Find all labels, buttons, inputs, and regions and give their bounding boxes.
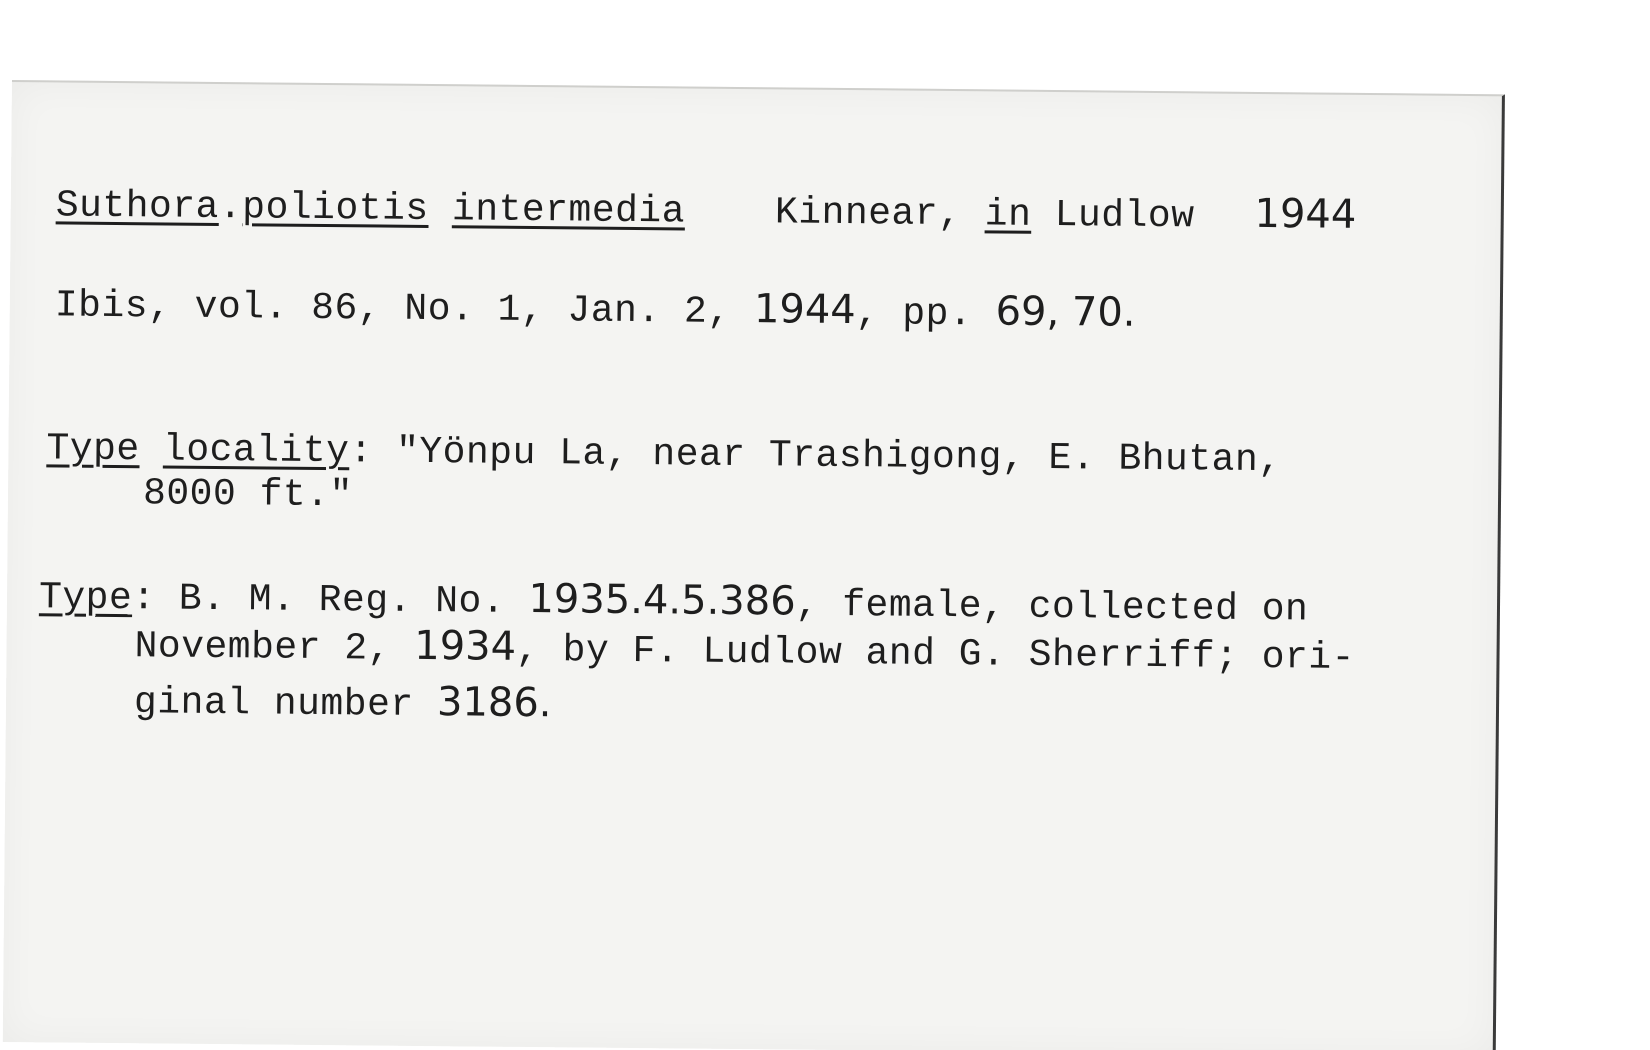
type-original-number: 3186. xyxy=(436,679,552,727)
type-label: Type xyxy=(38,576,133,621)
type-reg-text: B. M. Reg. No. xyxy=(178,577,506,624)
genus-name: Suthora xyxy=(55,184,220,229)
type-collectors: , by F. Ludlow and G. Sherriff; ori- xyxy=(515,628,1356,680)
spacer xyxy=(1194,226,1254,227)
type-locality-label-type: Type xyxy=(46,427,140,472)
subspecies-name: intermedia xyxy=(451,188,686,234)
type-locality-elevation: 8000 ft." xyxy=(142,472,353,518)
citation-pages: 69, 70. xyxy=(995,288,1136,336)
name-dot: . xyxy=(218,185,243,230)
citation-line xyxy=(55,282,1136,335)
type-locality-colon: : xyxy=(349,430,373,474)
citation-pp: , pp. xyxy=(855,292,973,337)
citation-text: Ibis, vol. 86, No. 1, Jan. 2, xyxy=(54,284,731,334)
type-date: November 2, xyxy=(134,625,392,671)
type-line3 xyxy=(134,679,552,726)
spacer xyxy=(685,221,775,222)
type-reg-number: 1935.4.5.386 xyxy=(528,575,796,625)
in-word: in xyxy=(984,193,1032,237)
type-locality-text: "Yönpu La, near Trashigong, E. Bhutan, xyxy=(395,430,1282,483)
type-locality-line2 xyxy=(142,472,353,518)
citation-year: 1944 xyxy=(753,286,856,334)
type-colon: : xyxy=(132,577,156,621)
type-line2 xyxy=(134,623,1355,678)
type-year: 1934 xyxy=(414,622,517,670)
author-name: Kinnear, xyxy=(774,191,962,237)
species-name: poliotis xyxy=(242,186,429,232)
author2-name: Ludlow xyxy=(1054,194,1195,239)
type-locality-label-locality: locality xyxy=(162,428,350,474)
type-original-number-label: ginal number xyxy=(133,681,414,727)
type-line1 xyxy=(38,574,1309,632)
index-card xyxy=(3,80,1505,1050)
title-line xyxy=(56,182,1357,237)
title-year: 1944 xyxy=(1254,190,1357,238)
type-sex-collected: , female, collected on xyxy=(795,583,1309,632)
